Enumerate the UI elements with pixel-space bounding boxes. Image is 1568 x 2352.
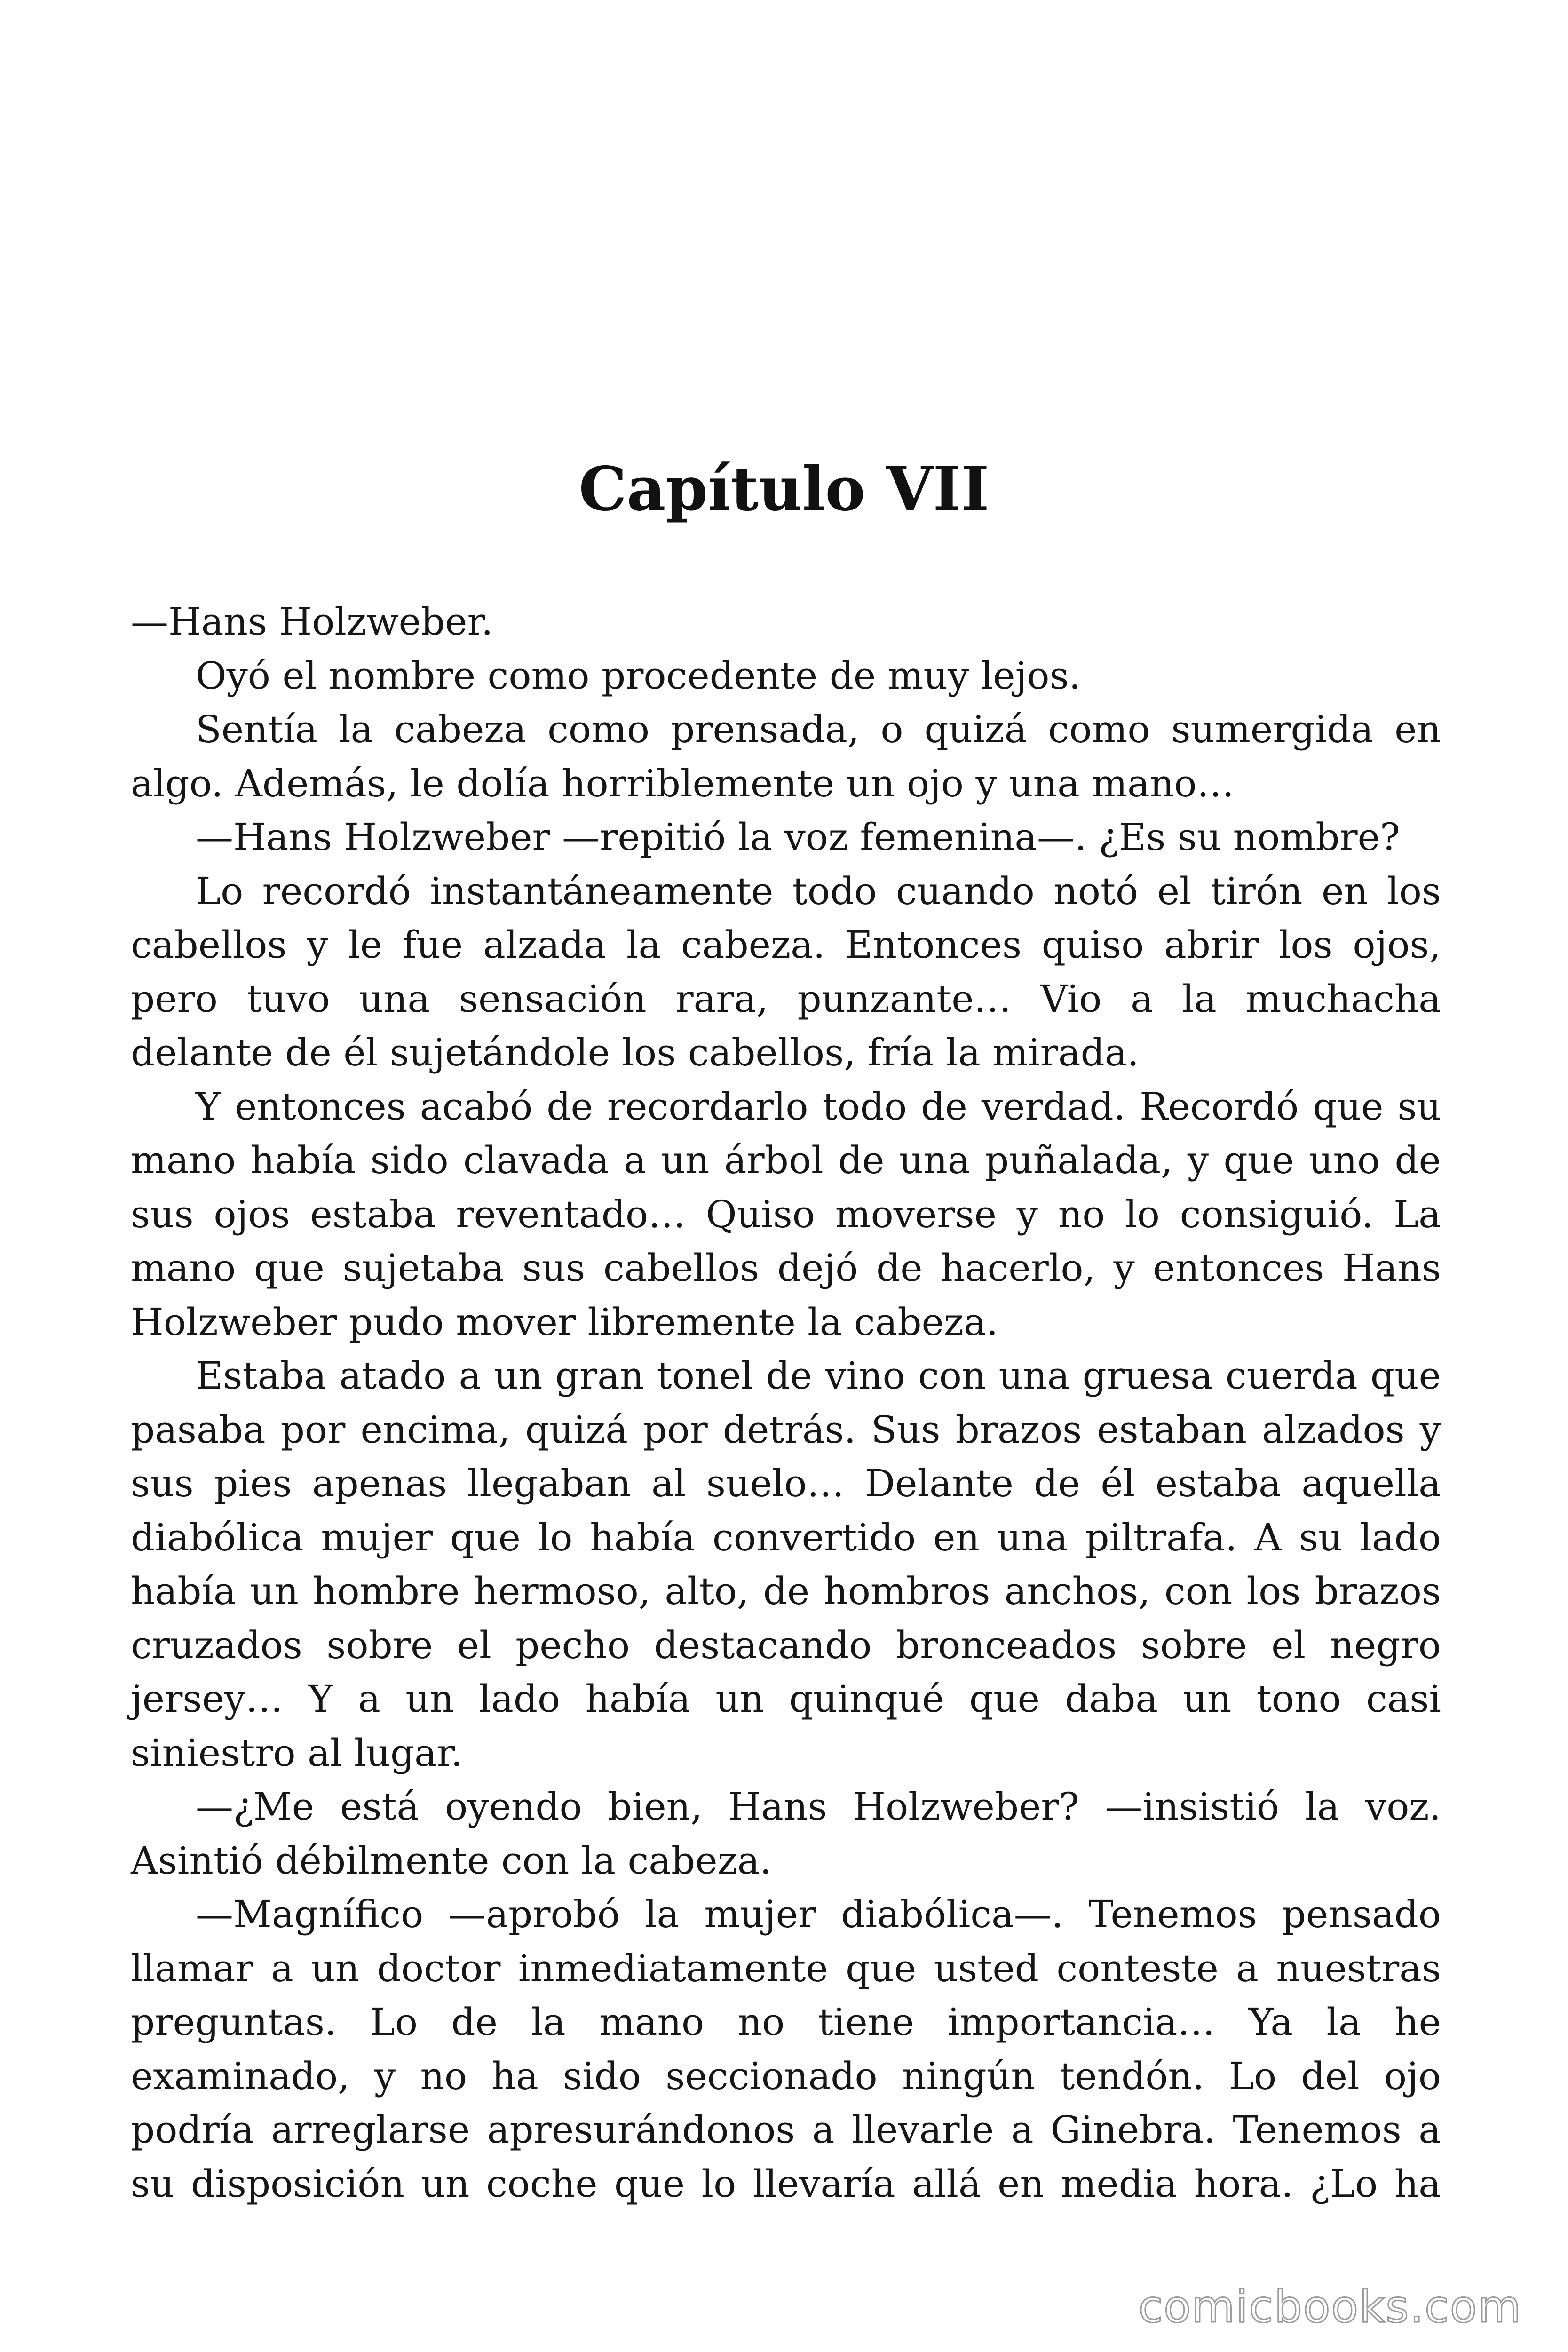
paragraph-9: —Magnífico —aprobó la mujer diabólica—. Tenemos pensado llamar a un doctor inmediatamente que usted conteste a nuestras preguntas. Lo de la mano no tiene importancia… Ya la he examinado, y no ha sido seccionado ningún tendón. Lo del ojo podría arreglarse apresurándonos a llevarle a Ginebra. Tenemos a su disposición un coche que lo llevaría allá en media hora. ¿Lo ha: [131, 1892, 1441, 2206]
paragraph-5: Lo recordó instantáneamente todo cuando notó el tirón en los cabellos y le fue alzada la cabeza. Entonces quiso abrir los ojos, pero tuvo una sensación rara, punzante… Vio a la muchacha delante de él sujetándole los cabellos, fría la mirada.: [131, 869, 1441, 1074]
chapter-body: [131, 595, 1441, 2211]
paragraph-1: —Hans Holzweber.: [131, 600, 493, 644]
paragraph-4: —Hans Holzweber —repitió la voz femenina—. ¿Es su nombre?: [196, 815, 1400, 859]
paragraph-2: Oyó el nombre como procedente de muy lejos.: [196, 653, 1081, 698]
paragraph-8: —¿Me está oyendo bien, Hans Holzweber? —insistió la voz. Asintió débilmente con la cabeza.: [131, 1785, 1441, 1883]
paragraph-7: Estaba atado a un gran tonel de vino con una gruesa cuerda que pasaba por encima, quizá por detrás. Sus brazos estaban alzados y sus pies apenas llegaban al suelo… Delante de él estaba aquella diabólica mujer que lo había convertido en una piltrafa. A su lado había un hombre hermoso, alto, de hombros anchos, con los brazos cruzados sobre el pecho destacando bronceados sobre el negro jersey… Y a un lado había un quinqué que daba un tono casi siniestro al lugar.: [131, 1354, 1441, 1775]
paragraph-6: Y entonces acabó de recordarlo todo de verdad. Recordó que su mano había sido clavada a un árbol de una puñalada, y que uno de sus ojos estaba reventado… Quiso moverse y no lo consiguió. La mano que sujetaba sus cabellos dejó de hacerlo, y entonces Hans Holzweber pudo mover libremente la cabeza.: [131, 1084, 1441, 1344]
chapter-title: Capítulo VII: [578, 454, 990, 524]
paragraph-3: Sentía la cabeza como prensada, o quizá como sumergida en algo. Además, le dolía horriblemente un ojo y una mano…: [131, 707, 1441, 805]
watermark-logo: comicbooks.com: [1138, 2281, 1522, 2333]
